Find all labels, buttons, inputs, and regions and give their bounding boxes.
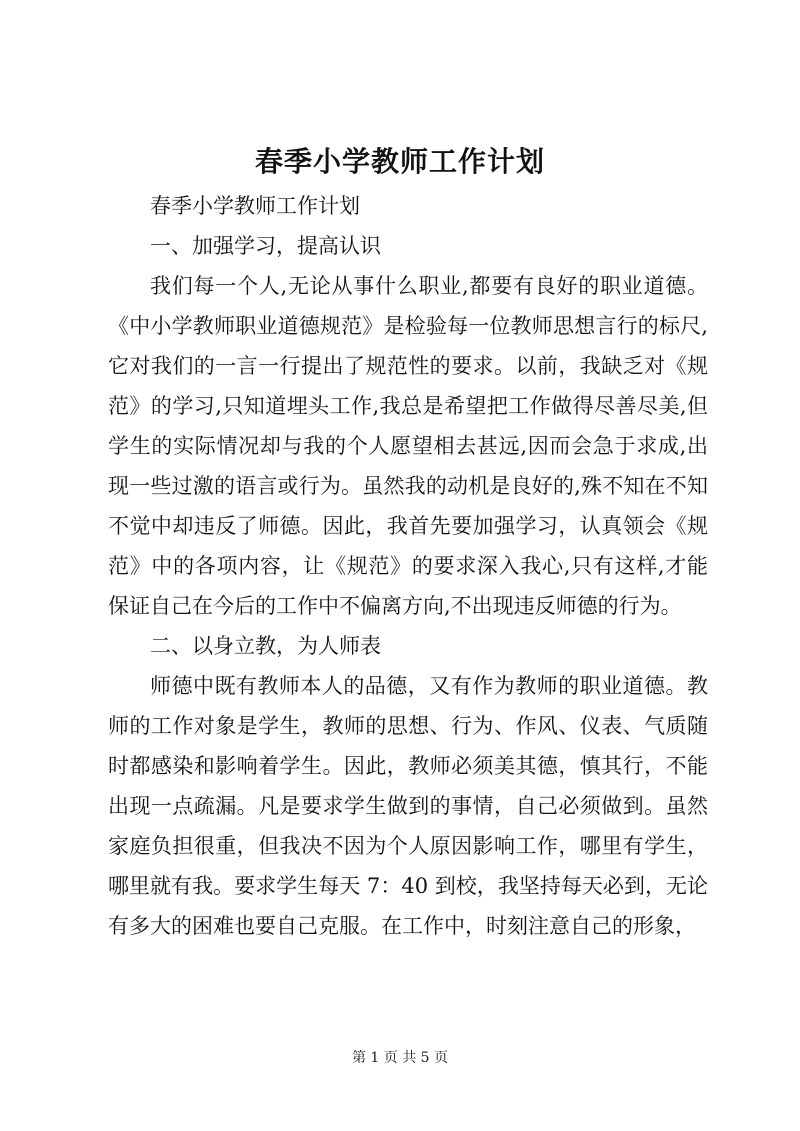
document-title: 春季小学教师工作计划: [254, 145, 545, 178]
page-footer: 第 1 页 共 5 页: [351, 1050, 449, 1066]
section-2-heading: 二、以身立教，为人师表: [150, 634, 381, 658]
section-2-paragraph: 师德中既有教师本人的品德，又有作为教师的职业道德。教师的工作对象是学生，教师的思想、行为、作风、仪表、气质随时都感染和影响着学生。因此，教师必须美其德，慎其行，不能出现一点疏漏。凡是要求学生做到的事情，自己必须做到。虽然家庭负担很重，但我决不因为个人原因影响工作，哪里有学生，哪里就有我。要求学生每天 7：40 到校，我坚持每天必到，无论有多大的困难也要自己克服。在工作中，时刻注意自己的形象，: [108, 674, 708, 938]
document-subtitle: 春季小学教师工作计划: [150, 194, 360, 218]
document-body: [108, 186, 708, 946]
section-1-heading: 一、加强学习，提高认识: [150, 234, 381, 258]
section-1-paragraph: 我们每一个人,无论从事什么职业,都要有良好的职业道德。《中小学教师职业道德规范》是检验每一位教师思想言行的标尺,它对我们的一言一行提出了规范性的要求。以前，我缺乏对《规范》的学习,只知道埋头工作,我总是希望把工作做得尽善尽美,但学生的实际情况却与我的个人愿望相去甚远,因而会急于求成,出现一些过激的语言或行为。虽然我的动机是良好的,殊不知在不知不觉中却违反了师德。因此，我首先要加强学习，认真领会《规范》中的各项内容，让《规范》的要求深入我心,只有这样,才能保证自己在今后的工作中不偏离方向,不出现违反师德的行为。: [108, 274, 708, 618]
